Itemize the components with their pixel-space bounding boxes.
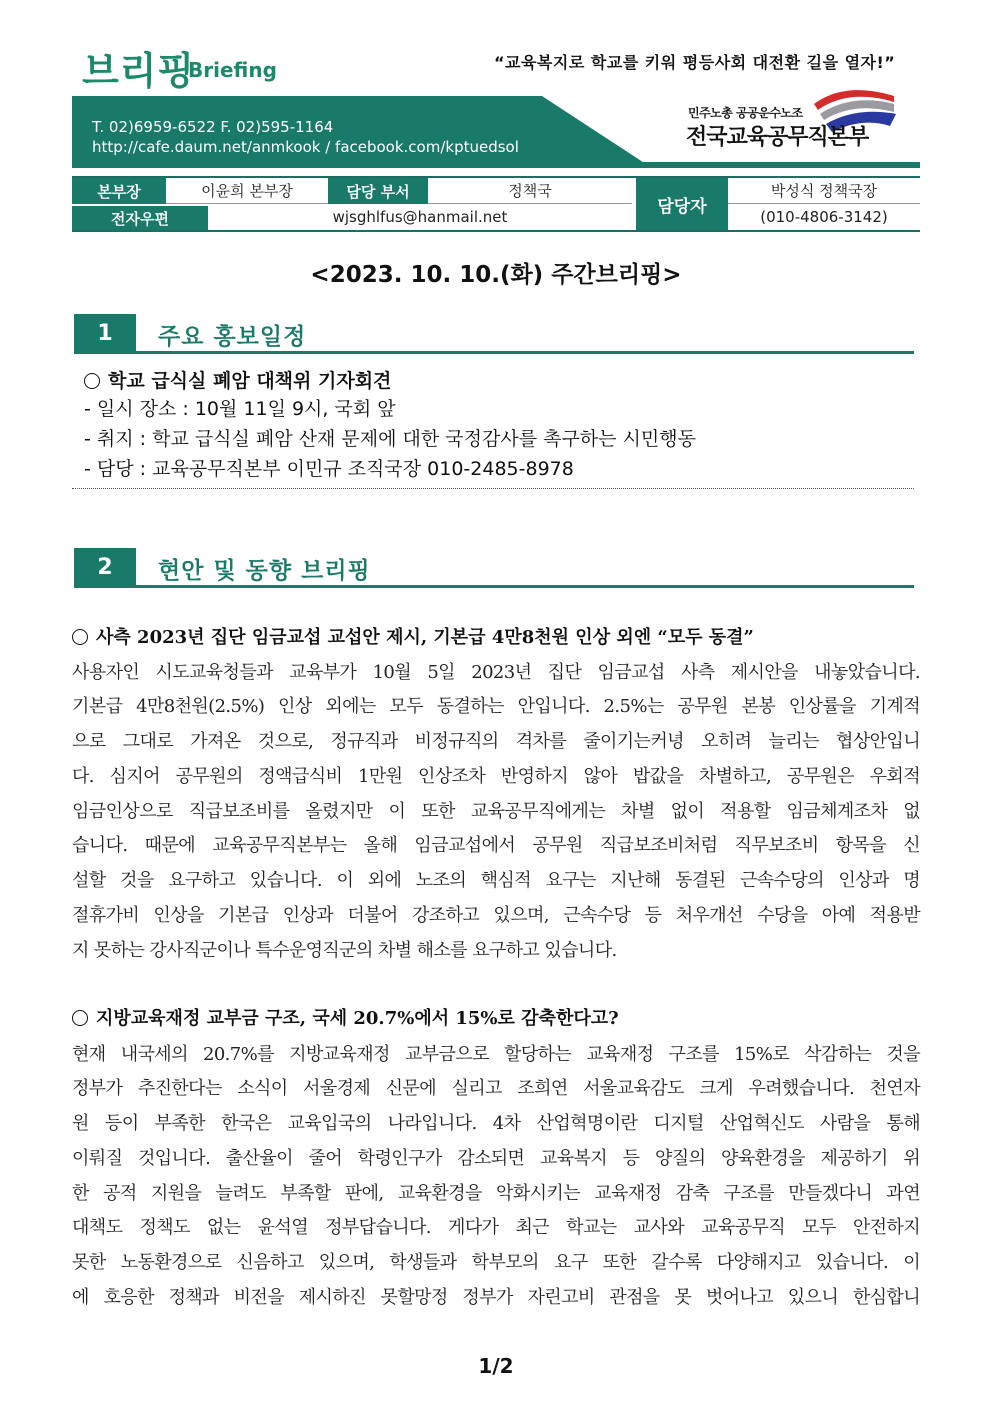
event-detail-line: - 담당 : 교육공무직본부 이민규 조직국장 010-2485-8978	[84, 458, 574, 480]
paragraph-line: 한 공적 지원을 늘려도 부족할 판에, 교육환경을 악화시키는 교육재정 감축 구조를 만들겠다니 과연	[72, 1183, 920, 1204]
section-2-title: 현안 및 동향 브리핑	[158, 558, 371, 584]
dept-label: 담당 부서	[328, 178, 428, 204]
section-1-number: 1	[74, 314, 136, 352]
contact-web-links: http://cafe.daum.net/anmkook / facebook.com/kptuedsol	[92, 138, 519, 156]
section-1-rule	[74, 351, 914, 354]
contact-phone-fax: T. 02)6959-6522 F. 02)595-1164	[92, 118, 334, 136]
event-detail-line: - 취지 : 학교 급식실 폐암 산재 문제에 대한 국정감사를 촉구하는 시민행동	[84, 428, 696, 450]
section-2-rule	[74, 585, 914, 588]
paragraph-line: 사용자인 시도교육청들과 교육부가 10월 5일 2023년 집단 임금교섭 사측 제시안을 내놓았습니다.	[72, 662, 920, 683]
section-2-number: 2	[74, 548, 136, 586]
document-title: <2023. 10. 10.(화) 주간브리핑>	[310, 262, 682, 288]
bullet-circle-icon	[84, 373, 100, 389]
event-title-text: 학교 급식실 폐암 대책위 기자회견	[108, 370, 392, 392]
paragraph-line: 기본급 4만8천원(2.5%) 인상 외에는 모두 동결하는 안입니다. 2.5%는 공무원 본봉 인상률을 기계적	[72, 696, 920, 717]
bullet-circle-icon	[72, 629, 88, 645]
brand-title-korean: 브리핑	[82, 49, 196, 93]
slogan: “교육복지로 학교를 키워 평등사회 대전환 길을 열자!”	[494, 53, 896, 72]
paragraph-line: 정부가 추진한다는 소식이 서울경제 신문에 실리고 조희연 서울교육감도 크게 우려했습니다. 천연자	[72, 1078, 920, 1099]
email-label: 전자우편	[72, 204, 208, 230]
paragraph-line: 임금인상으로 직급보조비를 올렸지만 이 또한 교육공무직에게는 차별 없이 적용할 임금체계조차 없	[72, 801, 920, 822]
section-1-title: 주요 홍보일정	[158, 324, 307, 350]
contact-info-table	[72, 176, 920, 232]
paragraph-line: 원 등이 부족한 한국은 교육입국의 나라입니다. 4차 산업혁명이란 디지털 산업혁신도 사람을 통해	[72, 1113, 920, 1134]
head-label: 본부장	[72, 178, 166, 204]
head-value: 이윤희 본부장	[166, 178, 328, 204]
org-name: 전국교육공무직본부	[686, 125, 869, 150]
contact-person-name: 박성식 정책국장	[728, 178, 920, 204]
contact-person-phone: (010-4806-3142)	[728, 204, 920, 230]
paragraph-line: 못한 노동환경으로 신음하고 있으며, 학생들과 학부모의 요구 또한 갈수록 다양해지고 있습니다. 이	[72, 1252, 920, 1273]
paragraph-line: 지 못하는 강사직군이나 특수운영직군의 차별 해소를 요구하고 있습니다.	[72, 940, 617, 961]
page-number: 1/2	[478, 1354, 514, 1378]
brand-title-english: Briefing	[188, 58, 277, 82]
item-2-title	[72, 1004, 619, 1030]
paragraph-line: 설할 것을 요구하고 있습니다. 이 외에 노조의 핵심적 요구는 지난해 동결된 근속수당의 인상과 명	[72, 870, 920, 891]
event-title	[84, 366, 391, 393]
email-value[interactable]: wjsghlfus@hanmail.net	[208, 204, 632, 230]
paragraph-line: 절휴가비 인상을 기본급 인상과 더불어 강조하고 있으며, 근속수당 등 처우개선 수당을 아예 적용받	[72, 905, 920, 926]
contact-person-label: 담당자	[636, 178, 728, 230]
paragraph-line: 습니다. 때문에 교육공무직본부는 올해 임금교섭에서 공무원 직급보조비처럼 직무보조비 항목을 신	[72, 835, 920, 856]
section-divider	[72, 488, 914, 489]
bullet-circle-icon	[72, 1010, 88, 1026]
paragraph-line: 이뤄질 것입니다. 출산율이 줄어 학령인구가 감소되면 교육복지 등 양질의 양육환경을 제공하기 위	[72, 1148, 920, 1169]
item-1-title	[72, 623, 754, 649]
item-1-title-text: 사측 2023년 집단 임금교섭 교섭안 제시, 기본급 4만8천원 인상 외엔 “모두 동결”	[96, 627, 754, 648]
org-affiliation: 민주노총 공공운수노조	[688, 106, 803, 120]
paragraph-line: 에 호응한 정책과 비전을 제시하진 못할망정 정부가 자린고비 관점을 못 벗어나고 있으니 한심합니	[72, 1287, 920, 1308]
paragraph-line: 대책도 정책도 없는 윤석열 정부답습니다. 게다가 최근 학교는 교사와 교육공무직 모두 안전하지	[72, 1217, 920, 1238]
paragraph-line: 으로 그대로 가져온 것으로, 정규직과 비정규직의 격차를 줄이기는커녕 오히려 늘리는 협상안입니	[72, 731, 920, 752]
event-detail-line: - 일시 장소 : 10월 11일 9시, 국회 앞	[84, 398, 396, 420]
paragraph-line: 현재 내국세의 20.7%를 지방교육재정 교부금으로 할당하는 교육재정 구조를 15%로 삭감하는 것을	[72, 1044, 920, 1065]
paragraph-line: 다. 심지어 공무원의 정액급식비 1만원 인상조차 반영하지 않아 밥값을 차별하고, 공무원은 우회적	[72, 766, 920, 787]
dept-value: 정책국	[428, 178, 632, 204]
item-2-title-text: 지방교육재정 교부금 구조, 국세 20.7%에서 15%로 감축한다고?	[96, 1008, 619, 1029]
